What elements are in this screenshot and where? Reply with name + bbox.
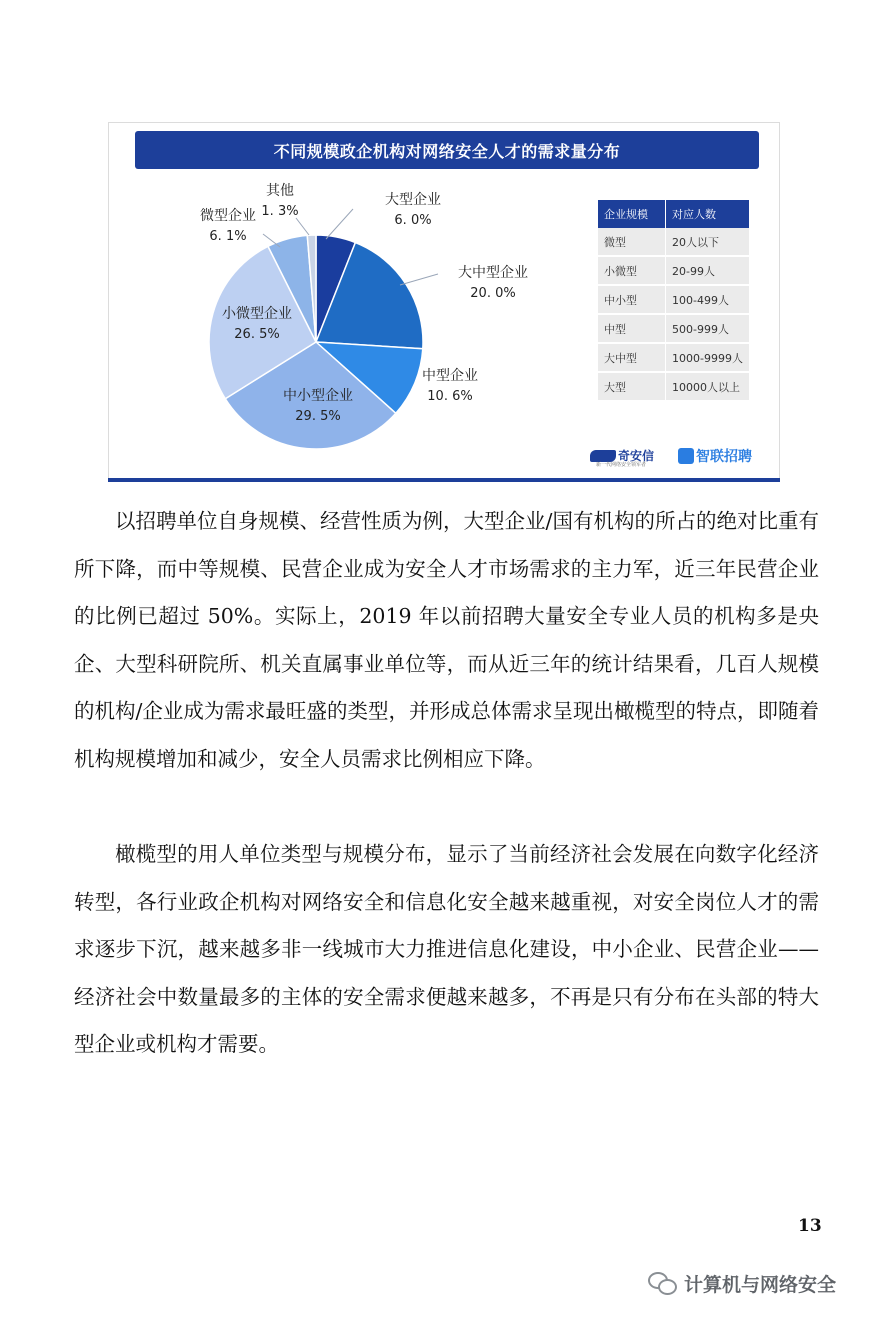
table-cell: 大中型 [598,343,666,372]
zhilian-name: 智联招聘 [696,448,752,465]
table-row [598,372,750,401]
table-cell: 微型 [598,228,666,256]
slice-value-label: 20. 0% [470,286,516,301]
slice-label: 小微型企业 [222,306,292,322]
qianxin-tagline: 新一代网络安全领军者 [596,462,647,468]
table-cell: 10000人以上 [666,372,750,401]
table-row [598,256,750,285]
qianxin-mark-icon [590,450,616,462]
table-row [598,343,750,372]
account-watermark [648,1270,836,1296]
table-cell: 小微型 [598,256,666,285]
slice-label: 大中型企业 [458,265,528,281]
leader-line [296,218,309,235]
leader-line [400,274,438,285]
table-cell: 1000-9999人 [666,343,750,372]
watermark-text: 计算机与网络安全 [684,1273,837,1296]
slice-value-label: 10. 6% [427,389,473,404]
slice-value-label: 1. 3% [261,204,299,219]
zhilian-logo [678,445,752,466]
slice-value-label: 6. 0% [394,213,432,228]
table-header-count: 对应人数 [666,200,750,228]
source-logos [590,445,760,471]
zhilian-mark-icon [678,448,694,464]
table-header-size: 企业规模 [598,200,666,228]
table-cell: 500-999人 [666,314,750,343]
size-definition-table [598,200,750,402]
qianxin-logo [590,445,655,468]
table-header-row [598,200,750,228]
table-cell: 20-99人 [666,256,750,285]
table-cell: 中小型 [598,285,666,314]
slice-value-label: 29. 5% [295,409,341,424]
table-cell: 大型 [598,372,666,401]
table-cell: 100-499人 [666,285,750,314]
wechat-icon [648,1272,678,1294]
slice-value-label: 26. 5% [234,327,280,342]
slice-label: 其他 [266,183,294,199]
table-row [598,285,750,314]
slice-label: 大型企业 [385,192,441,208]
table-row [598,314,750,343]
page-number: 13 [798,1216,822,1236]
leader-line [326,209,353,239]
qianxin-name: 奇安信 [618,449,655,463]
table-row [598,228,750,256]
figure-bottom-rule [108,478,780,482]
slice-label: 微型企业 [200,208,256,224]
table-cell: 中型 [598,314,666,343]
body-paragraph-1: 以招聘单位自身规模、经营性质为例，大型企业/国有机构的所占的绝对比重有所下降，而中等规模、民营企业成为安全人才市场需求的主力军，近三年民营企业的比例已超过 50%。实际上，2019 年以前招聘大量安全专业人员的机构多是央企、大型科研院所、机关直属事业单位等，而从近三年的统计结果看，几百人规模的机构/企业成为需求最旺盛的类型，并形成总体需求呈现出橄榄型的特点，即随着机构规模增加和减少，安全人员需求比例相应下降。 [74,509,819,771]
body-paragraph-2: 橄榄型的用人单位类型与规模分布，显示了当前经济社会发展在向数字化经济转型，各行业政企机构对网络安全和信息化安全越来越重视，对安全岗位人才的需求逐步下沉，越来越多非一线城市大力推进信息化建设，中小企业、民营企业——经济社会中数量最多的主体的安全需求便越来越多，不再是只有分布在头部的特大型企业或机构才需要。 [74,842,819,1056]
slice-label: 中型企业 [422,368,478,384]
slice-label: 中小型企业 [283,388,353,404]
table-cell: 20人以下 [666,228,750,256]
slice-value-label: 6. 1% [209,229,247,244]
chart-title: 不同规模政企机构对网络安全人才的需求量分布 [135,131,759,169]
